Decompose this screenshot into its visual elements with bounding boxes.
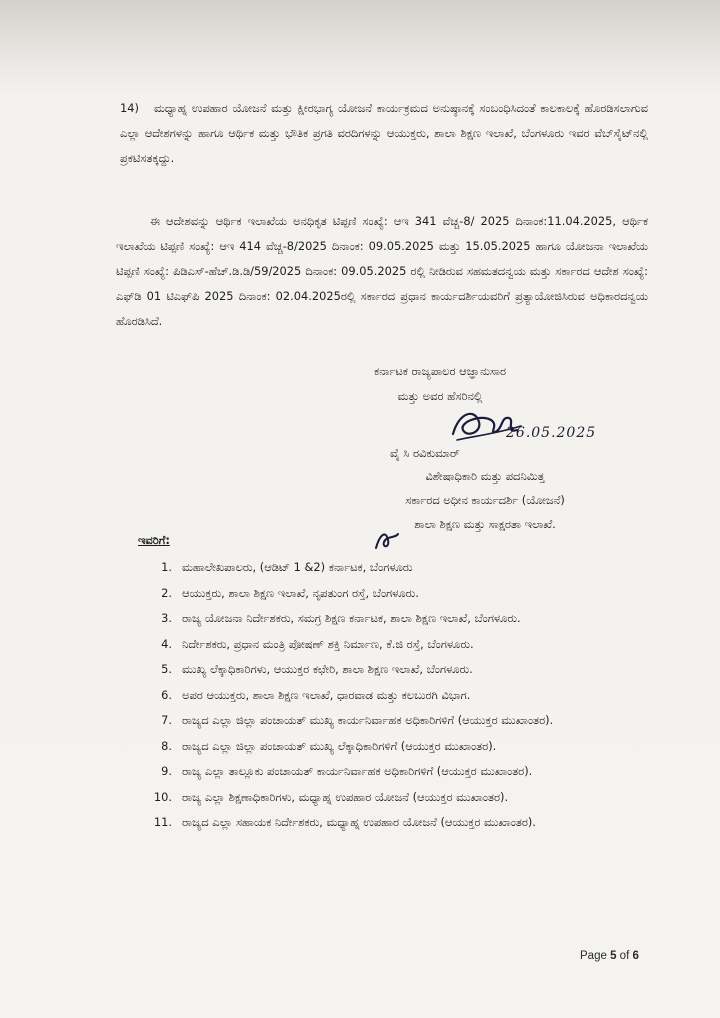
signature-date: 26.05.2025: [506, 425, 597, 441]
list-item: 6. ಅಪರ ಆಯುಕ್ತರು, ಶಾಲಾ ಶಿಕ್ಷಣ ಇಲಾಖೆ, ಧಾರವಾಡ ಮತ್ತು ಕಲಬುರಗಿ ವಿಭಾಗ.: [161, 687, 471, 702]
page-total: 6: [632, 950, 639, 962]
page-of-label: of: [619, 950, 630, 962]
designation-line-2: ಸರ್ಕಾರದ ಅಧೀನ ಕಾರ್ಯದರ್ಶಿ (ಯೋಜನೆ): [405, 493, 565, 507]
list-item: 8. ರಾಜ್ಯದ ಎಲ್ಲಾ ಜಿಲ್ಲಾ ಪಂಚಾಯತ್ ಮುಖ್ಯ ಲೆಕ್ಕಾಧಿಕಾರಿಗಳಿಗೆ (ಆಯುಕ್ತರ ಮುಖಾಂತರ).: [161, 738, 497, 753]
copy-to-heading: ಇವರಿಗೆ:: [138, 533, 170, 547]
point-14-text: ಮಧ್ಯಾಹ್ನ ಉಪಹಾರ ಯೋಜನೆ ಮತ್ತು ಕ್ಷೀರಭಾಗ್ಯ ಯೋಜನೆ ಕಾರ್ಯಕ್ರಮದ ಅನುಷ್ಠಾನಕ್ಕೆ ಸಂಬಂಧಿಸಿದಂತೆ ಕಾಲಕಾಲಕ್ಕೆ ಹೊರಡಿಸಲಾಗುವ ಎಲ್ಲಾ ಆದೇಶಗಳನ್ನು ಹಾಗೂ ಆರ್ಥಿಕ ಮತ್ತು ಭೌತಿಕ ಪ್ರಗತಿ ವರದಿಗಳನ್ನು ಆಯುಕ್ತರು, ಶಾಲಾ ಶಿಕ್ಷಣ ಇಲಾಖೆ, ಬೆಂಗಳೂರು ಇವರ ವೆಬ್‌ಸೈಟ್‌ನಲ್ಲಿ ಪ್ರಕಟಿಸತಕ್ಕದ್ದು.: [120, 101, 648, 165]
designation-line-1: ವಿಶೇಷಾಧಿಕಾರಿ ಮತ್ತು ಪದನಿಮಿತ್ತ: [425, 469, 545, 483]
copy-to-list: [138, 556, 638, 837]
top-shadow: [0, 0, 720, 95]
point-14-number: 14): [120, 101, 139, 115]
by-order-line: ಕರ್ನಾಟಕ ರಾಜ್ಯಪಾಲರ ಆಜ್ಞಾನುಸಾರ: [373, 364, 506, 378]
list-item: 5. ಮುಖ್ಯ ಲೆಕ್ಕಾಧಿಕಾರಿಗಳು, ಆಯುಕ್ತರ ಕಛೇರಿ, ಶಾಲಾ ಶಿಕ್ಷಣ ಇಲಾಖೆ, ಬೆಂಗಳೂರು.: [161, 662, 473, 676]
list-item: 3. ರಾಜ್ಯ ಯೋಜನಾ ನಿರ್ದೇಶಕರು, ಸಮಗ್ರ ಶಿಕ್ಷಣ ಕರ್ನಾಟಕ, ಶಾಲಾ ಶಿಕ್ಷಣ ಇಲಾಖೆ, ಬೆಂಗಳೂರು.: [161, 611, 521, 625]
page-current: 5: [610, 950, 617, 962]
list-item: 10. ರಾಜ್ಯ ಎಲ್ಲಾ ಶಿಕ್ಷಣಾಧಿಕಾರಿಗಳು, ಮಧ್ಯಾಹ್ನ ಉಪಹಾರ ಯೋಜನೆ (ಆಯುಕ್ತರ ಮುಖಾಂತರ).: [153, 789, 509, 804]
initials-icon: [372, 528, 402, 552]
list-item: 4. ನಿರ್ದೇಶಕರು, ಪ್ರಧಾನ ಮಂತ್ರಿ ಪೋಷಣ್ ಶಕ್ತಿ ನಿರ್ಮಾಣ, ಕೆ.ಜಿ ರಸ್ತೆ, ಬೆಂಗಳೂರು.: [161, 636, 474, 651]
page-footer: [580, 950, 639, 962]
list-item: 1. ಮಹಾಲೇಖಪಾಲರು, (ಆಡಿಟ್ 1 &2) ಕರ್ನಾಟಕ, ಬೆಂಗಳೂರು: [161, 560, 413, 574]
in-name-line: ಮತ್ತು ಅವರ ಹೆಸರಿನಲ್ಲಿ: [397, 389, 483, 403]
point-14-paragraph: [120, 96, 648, 171]
designation-line-3: ಶಾಲಾ ಶಿಕ್ಷಣ ಮತ್ತು ಸಾಕ್ಷರತಾ ಇಲಾಖೆ.: [414, 517, 556, 531]
page-label: Page: [580, 950, 607, 962]
list-item: 11. ರಾಜ್ಯದ ಎಲ್ಲಾ ಸಹಾಯಕ ನಿರ್ದೇಶಕರು, ಮಧ್ಯಾಹ್ನ ಉಪಹಾರ ಯೋಜನೆ (ಆಯುಕ್ತರ ಮುಖಾಂತರ).: [153, 815, 536, 829]
order-paragraph: ಈ ಆದೇಶವನ್ನು ಆರ್ಥಿಕ ಇಲಾಖೆಯ ಅನಧಿಕೃತ ಟಿಪ್ಪಣಿ ಸಂಖ್ಯೆ: ಆಇ 341 ವೆಚ್ಚ-8/ 2025 ದಿನಾಂಕ:11.04.2025, ಆರ್ಥಿಕ ಇಲಾಖೆಯ ಟಿಪ್ಪಣಿ ಸಂಖ್ಯೆ: ಆಇ 414 ವೆಚ್ಚ-8/2025 ದಿನಾಂಕ: 09.05.2025 ಮತ್ತು 15.05.2025 ಹಾಗೂ ಯೋಜನಾ ಇಲಾಖೆಯ ಟಿಪ್ಪಣಿ ಸಂಖ್ಯೆ: ಪಿಡಿಎಸ್-ಹೆಚ್.ಡಿ.ಡಿ/59/2025 ದಿನಾಂಕ: 09.05.2025 ರಲ್ಲಿ ನೀಡಿರುವ ಸಹಮತದನ್ವಯ ಮತ್ತು ಸರ್ಕಾರದ ಆದೇಶ ಸಂಖ್ಯೆ: ಎಫ್‌ಡಿ 01 ಟಿಎಫ್‌ಪಿ 2025 ದಿನಾಂಕ: 02.04.2025ರಲ್ಲಿ ಸರ್ಕಾರದ ಪ್ರಧಾನ ಕಾರ್ಯದರ್ಶಿಯವರಿಗೆ ಪ್ರತ್ಯಾಯೋಜಿಸಿರುವ ಅಧಿಕಾರದನ್ವಯ ಹೊರಡಿಸಿದೆ.: [116, 214, 648, 328]
list-item: 2. ಆಯುಕ್ತರು, ಶಾಲಾ ಶಿಕ್ಷಣ ಇಲಾಖೆ, ನೃಪತುಂಗ ರಸ್ತೆ, ಬೆಂಗಳೂರು.: [161, 585, 419, 600]
list-item: 9. ರಾಜ್ಯ ಎಲ್ಲಾ ತಾಲ್ಲೂಕು ಪಂಚಾಯತ್ ಕಾರ್ಯನಿರ್ವಾಹಕ ಅಧಿಕಾರಿಗಳಿಗೆ (ಆಯುಕ್ತರ ಮುಖಾಂತರ).: [161, 764, 533, 778]
officer-name: ವೈ ಸಿ ರವಿಕುಮಾರ್: [390, 446, 460, 460]
list-item: 7. ರಾಜ್ಯದ ಎಲ್ಲಾ ಜಿಲ್ಲಾ ಪಂಚಾಯತ್ ಮುಖ್ಯ ಕಾರ್ಯನಿರ್ವಾಹಕ ಅಧಿಕಾರಿಗಳಿಗೆ (ಆಯುಕ್ತರ ಮುಖಾಂತರ).: [161, 713, 554, 727]
